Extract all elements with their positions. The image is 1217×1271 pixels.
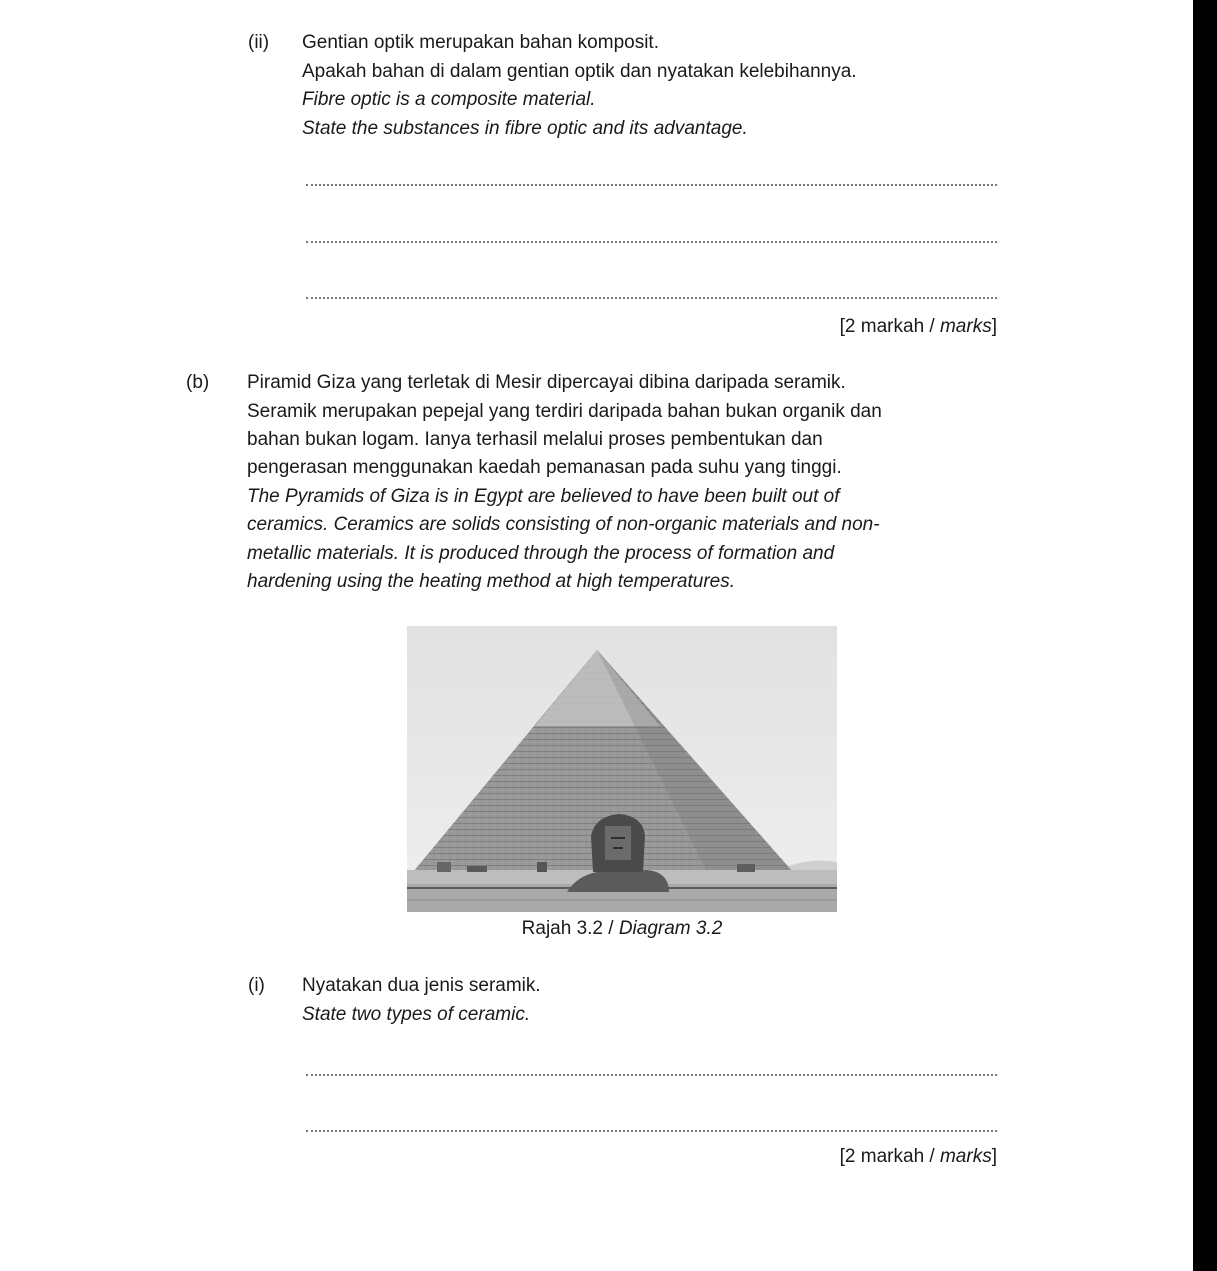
question-label-i: (i) (248, 975, 265, 996)
question-i-text-en: State two types of ceramic. (302, 1004, 531, 1025)
marks-word: marks (939, 316, 992, 337)
caption-ms: Rajah 3.2 / (521, 918, 619, 939)
marks-suffix: ] (991, 1146, 997, 1167)
question-label-b: (b) (186, 372, 210, 393)
answer-line[interactable] (306, 297, 997, 299)
question-b-text-en: The Pyramids of Giza is in Egypt are believed to have been built out of (247, 486, 840, 507)
pyramid-sphinx-photo (407, 626, 837, 912)
question-b-text-en: hardening using the heating method at high temperatures. (247, 571, 735, 592)
question-b-text-ms: Seramik merupakan pepejal yang terdiri daripada bahan bukan organik dan (247, 401, 882, 422)
figure-caption (407, 918, 837, 940)
question-ii-text-ms-2: Apakah bahan di dalam gentian optik dan nyatakan kelebihannya. (302, 61, 857, 82)
question-i-text-ms: Nyatakan dua jenis seramik. (302, 975, 541, 996)
answer-line[interactable] (306, 1130, 997, 1132)
marks-prefix: [2 markah / (839, 1146, 940, 1167)
page-edge-bar (1193, 0, 1217, 1271)
question-label-ii: (ii) (248, 32, 270, 53)
pyramid-illustration (407, 626, 837, 912)
marks-label-ii (840, 316, 997, 338)
marks-prefix: [2 markah / (839, 316, 940, 337)
question-b-text-ms: bahan bukan logam. Ianya terhasil melalui proses pembentukan dan (247, 429, 823, 450)
question-b-text-en: ceramics. Ceramics are solids consisting of non-organic materials and non- (247, 514, 880, 535)
answer-line[interactable] (306, 1074, 997, 1076)
marks-word: marks (939, 1146, 992, 1167)
answer-line[interactable] (306, 184, 997, 186)
caption-en: Diagram 3.2 (618, 918, 723, 939)
question-ii-text-en-1: Fibre optic is a composite material. (302, 89, 596, 110)
answer-line[interactable] (306, 241, 997, 243)
marks-suffix: ] (991, 316, 997, 337)
marks-label-i (840, 1146, 997, 1168)
question-b-text-ms: pengerasan menggunakan kaedah pemanasan pada suhu yang tinggi. (247, 457, 842, 478)
question-ii-text-ms-1: Gentian optik merupakan bahan komposit. (302, 32, 659, 53)
question-ii-text-en-2: State the substances in fibre optic and its advantage. (302, 118, 748, 139)
question-b-text-en: metallic materials. It is produced through the process of formation and (247, 543, 835, 564)
question-b-text-ms: Piramid Giza yang terletak di Mesir dipercayai dibina daripada seramik. (247, 372, 846, 393)
